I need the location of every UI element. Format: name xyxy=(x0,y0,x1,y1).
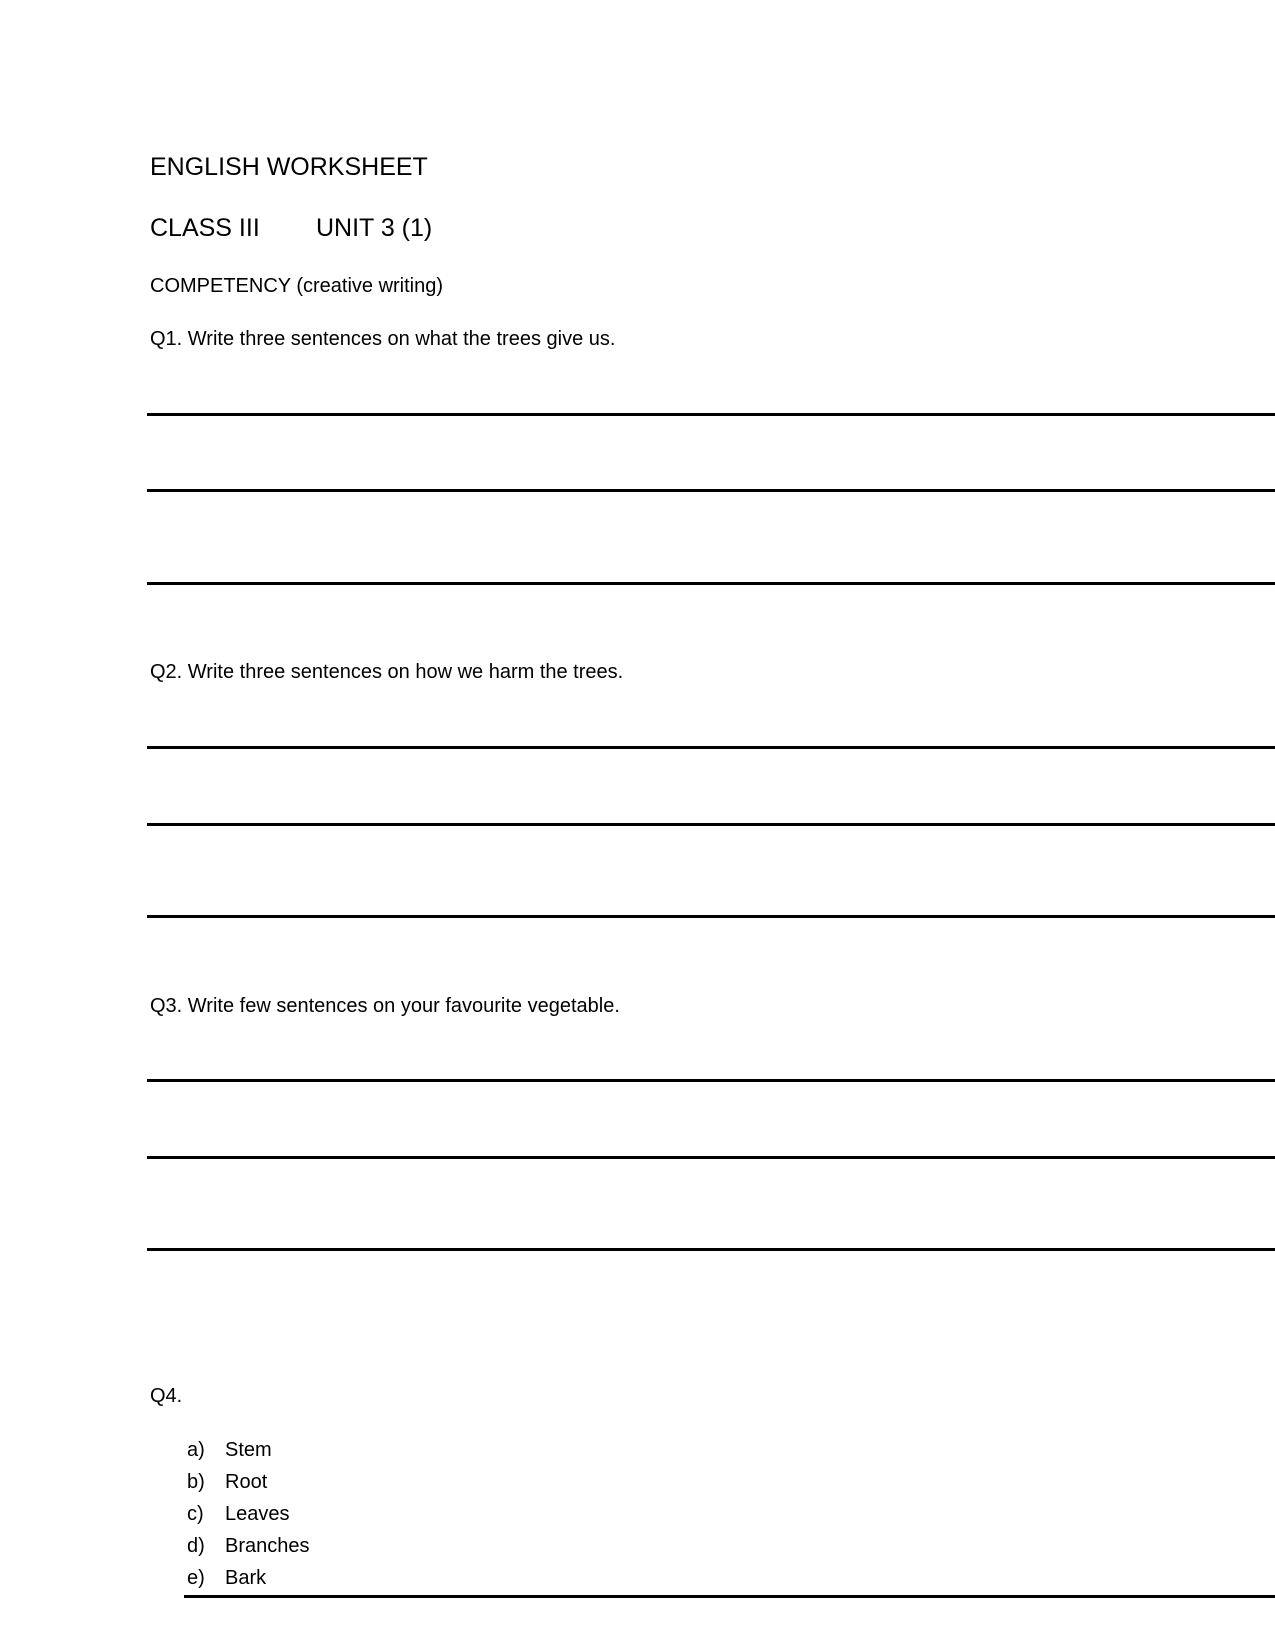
list-item xyxy=(187,1498,310,1530)
option-text: Leaves xyxy=(225,1503,290,1525)
answer-line[interactable] xyxy=(147,582,1275,585)
answer-line[interactable] xyxy=(147,489,1275,492)
option-letter: a) xyxy=(187,1439,205,1461)
list-item xyxy=(187,1466,310,1498)
list-item xyxy=(187,1530,310,1562)
option-letter: d) xyxy=(187,1535,205,1557)
option-text: Bark xyxy=(225,1567,267,1589)
answer-line[interactable] xyxy=(147,915,1275,918)
answer-line[interactable] xyxy=(184,1595,1275,1598)
answer-line[interactable] xyxy=(147,746,1275,749)
option-list xyxy=(187,1434,310,1594)
answer-line[interactable] xyxy=(147,823,1275,826)
class-label: CLASS III xyxy=(150,214,260,242)
answer-line[interactable] xyxy=(147,1079,1275,1082)
option-letter: e) xyxy=(187,1567,205,1589)
question-1: Q1. Write three sentences on what the trees give us. xyxy=(150,328,616,350)
question-2: Q2. Write three sentences on how we harm the trees. xyxy=(150,661,624,683)
option-letter: c) xyxy=(187,1503,204,1525)
option-text: Branches xyxy=(225,1535,310,1557)
worksheet-title: ENGLISH WORKSHEET xyxy=(150,153,428,181)
question-4: Q4. xyxy=(150,1385,183,1407)
unit-label: UNIT 3 (1) xyxy=(316,214,433,242)
list-item xyxy=(187,1434,310,1466)
answer-line[interactable] xyxy=(147,1248,1275,1251)
list-item xyxy=(187,1562,310,1594)
competency-label: COMPETENCY (creative writing) xyxy=(150,275,444,297)
option-text: Stem xyxy=(225,1439,272,1461)
option-letter: b) xyxy=(187,1471,205,1493)
question-3: Q3. Write few sentences on your favourite vegetable. xyxy=(150,995,620,1017)
answer-line[interactable] xyxy=(147,1156,1275,1159)
answer-line[interactable] xyxy=(147,413,1275,416)
option-text: Root xyxy=(225,1471,268,1493)
